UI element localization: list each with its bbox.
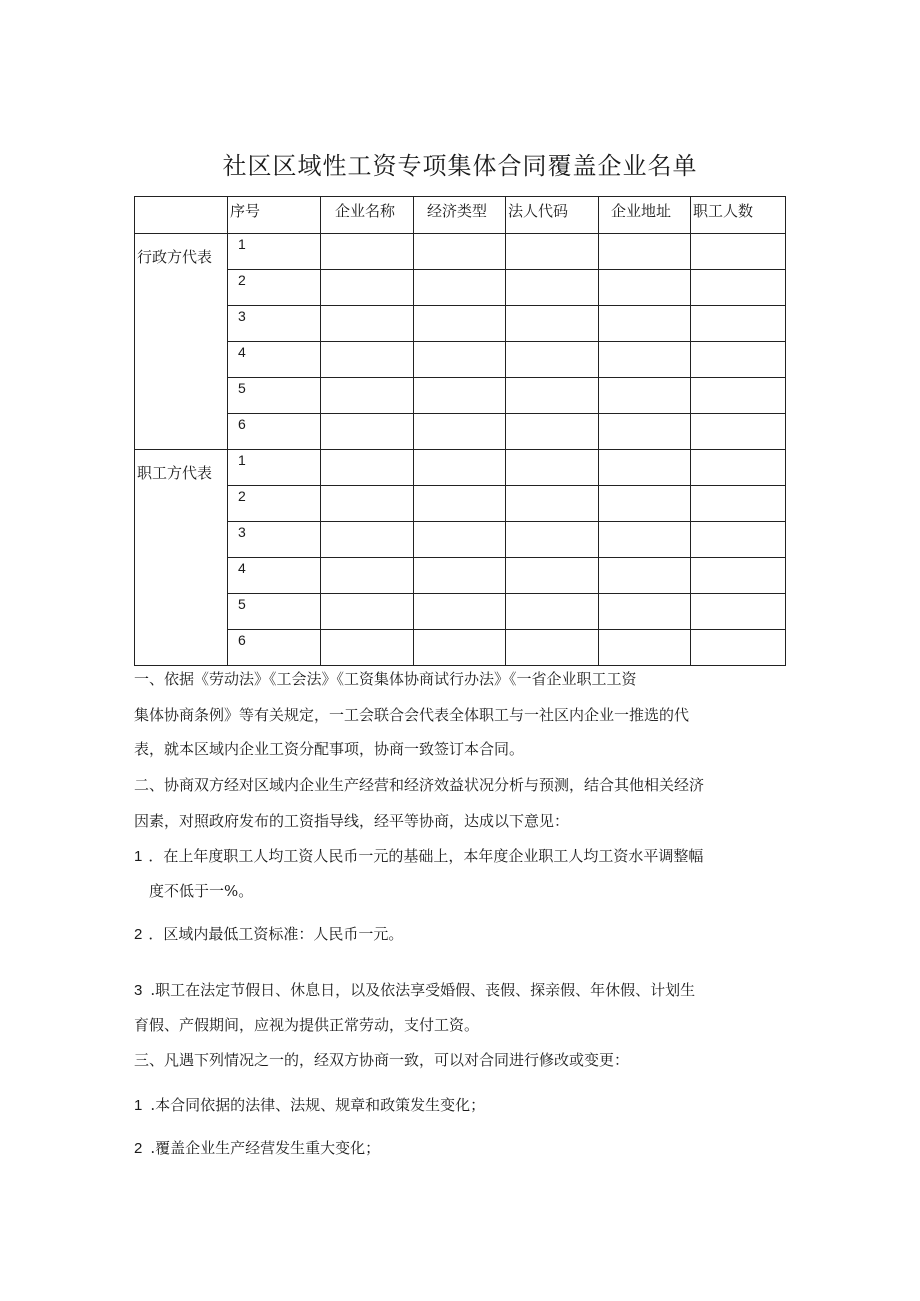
row-number-cell xyxy=(228,630,321,666)
empty-cell xyxy=(599,522,691,558)
empty-cell xyxy=(691,414,786,450)
header-label: 法人代码 xyxy=(508,202,569,220)
page-title: 社区区域性工资专项集体合同覆盖企业名单 xyxy=(222,152,698,180)
header-row xyxy=(135,197,786,234)
empty-cell xyxy=(414,270,506,306)
table-row xyxy=(135,450,786,486)
item-text: ．区域内最低工资标准：人民币一元。 xyxy=(148,925,404,943)
empty-cell xyxy=(321,414,414,450)
empty-cell xyxy=(321,306,414,342)
item-text: .本合同依据的法律、法规、规章和政策发生变化； xyxy=(150,1096,486,1114)
empty-cell xyxy=(414,234,506,270)
empty-cell xyxy=(321,378,414,414)
item-text: .职工在法定节假日、休息日，以及依法享受婚假、丧假、探亲假、年休假、计划生 xyxy=(150,981,696,999)
row-number-cell xyxy=(228,234,321,270)
header-cell xyxy=(599,197,691,234)
row-number: 3 xyxy=(238,308,246,324)
row-number-cell xyxy=(228,306,321,342)
empty-cell xyxy=(414,414,506,450)
row-number: 6 xyxy=(238,632,246,648)
empty-cell xyxy=(599,378,691,414)
empty-cell xyxy=(691,270,786,306)
empty-cell xyxy=(414,450,506,486)
empty-cell xyxy=(321,558,414,594)
header-cell xyxy=(228,197,321,234)
row-number: 1 xyxy=(238,236,246,252)
empty-cell xyxy=(599,486,691,522)
empty-cell xyxy=(691,558,786,594)
sub-item-2 xyxy=(134,1139,794,1158)
row-number: 5 xyxy=(238,380,246,396)
empty-cell xyxy=(691,522,786,558)
header-label: 企业名称 xyxy=(335,202,396,220)
empty-cell xyxy=(691,630,786,666)
empty-cell xyxy=(691,594,786,630)
empty-cell xyxy=(321,486,414,522)
empty-cell xyxy=(599,306,691,342)
empty-cell xyxy=(414,378,506,414)
table-row xyxy=(135,414,786,450)
row-number: 6 xyxy=(238,416,246,432)
empty-cell xyxy=(321,522,414,558)
header-cell xyxy=(321,197,414,234)
row-number: 2 xyxy=(238,272,246,288)
group-label: 行政方代表 xyxy=(137,248,213,266)
item-text: ．在上年度职工人均工资人民币一元的基础上，本年度企业职工人均工资水平调整幅 xyxy=(148,847,704,865)
row-number-cell xyxy=(228,270,321,306)
table-row xyxy=(135,234,786,270)
empty-cell xyxy=(599,270,691,306)
header-label: 经济类型 xyxy=(427,202,488,220)
empty-cell xyxy=(414,342,506,378)
item-number: 1 xyxy=(134,848,143,865)
empty-cell xyxy=(321,234,414,270)
group-label-cell xyxy=(135,234,228,450)
header-corner-cell xyxy=(135,197,228,234)
row-number: 5 xyxy=(238,596,246,612)
paragraph-1-line-2: 集体协商条例》等有关规定，一工会联合会代表全体职工与一社区内企业一推选的代 xyxy=(134,706,690,724)
group-label-cell xyxy=(135,450,228,666)
item-2 xyxy=(134,925,794,944)
empty-cell xyxy=(599,630,691,666)
empty-cell xyxy=(321,270,414,306)
empty-cell xyxy=(691,306,786,342)
item-text: .覆盖企业生产经营发生重大变化； xyxy=(150,1139,381,1157)
header-label: 序号 xyxy=(230,202,261,220)
paragraph-2-line-1: 二、协商双方经对区域内企业生产经营和经济效益状况分析与预测，结合其他相关经济 xyxy=(134,776,705,794)
empty-cell xyxy=(414,522,506,558)
table-row xyxy=(135,630,786,666)
paragraph-3-line-1: 三、凡遇下列情况之一的，经双方协商一致，可以对合同进行修改或变更： xyxy=(134,1051,630,1069)
header-label: 职工人数 xyxy=(693,202,754,220)
empty-cell xyxy=(691,234,786,270)
table-row xyxy=(135,486,786,522)
empty-cell xyxy=(506,486,599,522)
empty-cell xyxy=(599,594,691,630)
item-1-line-1 xyxy=(134,847,794,866)
row-number: 2 xyxy=(238,488,246,504)
row-number-cell xyxy=(228,378,321,414)
roster-body xyxy=(135,197,786,666)
empty-cell xyxy=(414,630,506,666)
empty-cell xyxy=(506,306,599,342)
row-number-cell xyxy=(228,594,321,630)
empty-cell xyxy=(691,486,786,522)
header-label: 企业地址 xyxy=(611,202,672,220)
empty-cell xyxy=(414,306,506,342)
row-number: 3 xyxy=(238,524,246,540)
paragraph-1-line-3: 表，就本区域内企业工资分配事项，协商一致签订本合同。 xyxy=(134,740,525,758)
empty-cell xyxy=(506,414,599,450)
empty-cell xyxy=(321,630,414,666)
empty-cell xyxy=(321,342,414,378)
enterprise-roster-table xyxy=(134,196,786,666)
item-3-line-1 xyxy=(134,981,794,1000)
empty-cell xyxy=(506,630,599,666)
item-number: 3 xyxy=(134,982,143,999)
item-number: 2 xyxy=(134,1140,143,1157)
empty-cell xyxy=(506,594,599,630)
empty-cell xyxy=(506,522,599,558)
empty-cell xyxy=(414,594,506,630)
empty-cell xyxy=(506,558,599,594)
row-number-cell xyxy=(228,450,321,486)
empty-cell xyxy=(691,378,786,414)
empty-cell xyxy=(321,594,414,630)
table-row xyxy=(135,270,786,306)
empty-cell xyxy=(599,234,691,270)
table-row xyxy=(135,342,786,378)
row-number: 4 xyxy=(238,560,246,576)
paragraph-2-line-2: 因素，对照政府发布的工资指导线，经平等协商，达成以下意见： xyxy=(134,812,570,830)
empty-cell xyxy=(599,414,691,450)
empty-cell xyxy=(506,450,599,486)
paragraph-1-line-1: 一、依据《劳动法》《工会法》《工资集体协商试行办法》《一省企业职工工资 xyxy=(134,670,637,688)
empty-cell xyxy=(506,234,599,270)
item-number: 1 xyxy=(134,1097,143,1114)
empty-cell xyxy=(414,486,506,522)
row-number-cell xyxy=(228,414,321,450)
header-cell xyxy=(414,197,506,234)
empty-cell xyxy=(599,450,691,486)
empty-cell xyxy=(414,558,506,594)
table-row xyxy=(135,522,786,558)
table-row xyxy=(135,378,786,414)
table-row xyxy=(135,594,786,630)
header-cell xyxy=(691,197,786,234)
empty-cell xyxy=(691,450,786,486)
row-number: 4 xyxy=(238,344,246,360)
empty-cell xyxy=(506,270,599,306)
row-number-cell xyxy=(228,342,321,378)
table-row xyxy=(135,306,786,342)
empty-cell xyxy=(321,450,414,486)
item-1-line-2: 度不低于一%。 xyxy=(149,882,254,900)
row-number-cell xyxy=(228,486,321,522)
empty-cell xyxy=(599,342,691,378)
empty-cell xyxy=(506,378,599,414)
header-cell xyxy=(506,197,599,234)
table-row xyxy=(135,558,786,594)
sub-item-1 xyxy=(134,1096,794,1115)
empty-cell xyxy=(599,558,691,594)
empty-cell xyxy=(691,342,786,378)
item-number: 2 xyxy=(134,926,143,943)
row-number-cell xyxy=(228,558,321,594)
row-number: 1 xyxy=(238,452,246,468)
row-number-cell xyxy=(228,522,321,558)
item-3-line-2: 育假、产假期间，应视为提供正常劳动，支付工资。 xyxy=(134,1016,480,1034)
group-label: 职工方代表 xyxy=(137,464,213,482)
empty-cell xyxy=(506,342,599,378)
